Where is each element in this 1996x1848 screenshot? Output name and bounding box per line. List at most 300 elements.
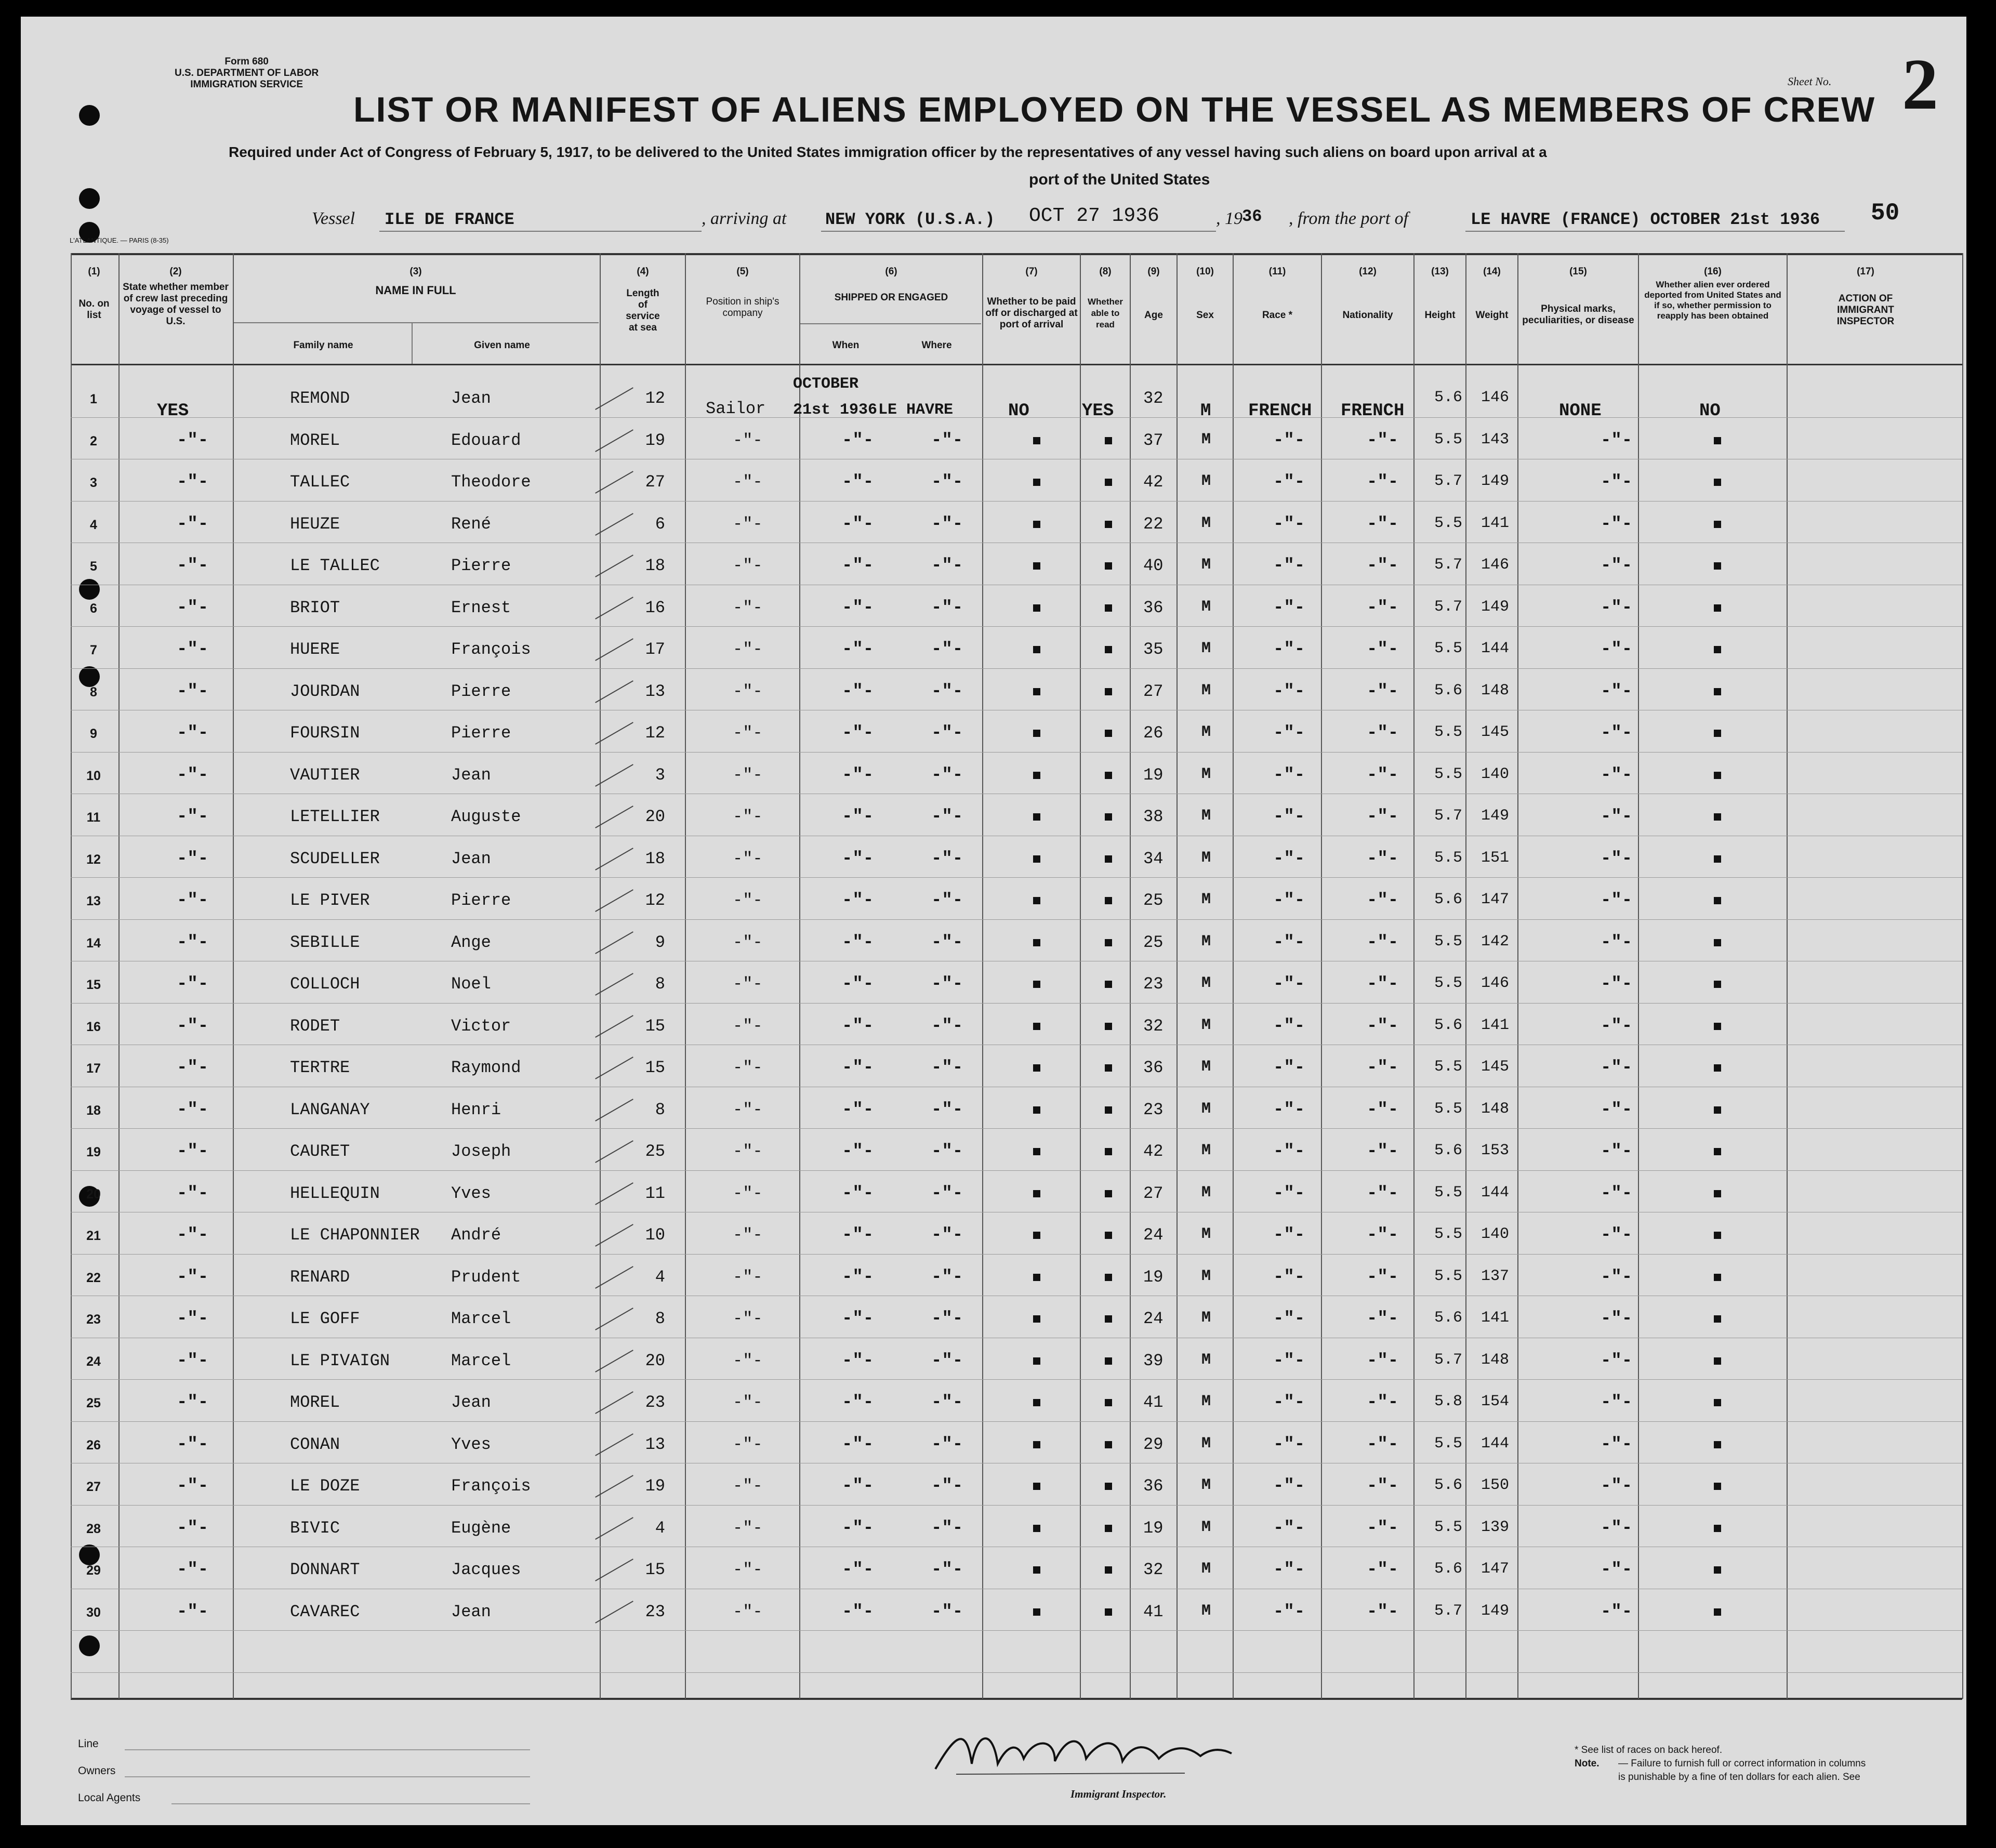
row-divider bbox=[71, 1505, 1962, 1506]
paid-off-ditto-dot bbox=[1033, 772, 1040, 779]
race-ditto: -"- bbox=[1273, 1268, 1305, 1287]
when-ditto: -"- bbox=[842, 1184, 874, 1204]
marks-ditto: -"- bbox=[1601, 598, 1633, 618]
service-years: 25 bbox=[645, 1142, 665, 1161]
row-divider bbox=[71, 752, 1962, 753]
service-name: IMMIGRATION SERVICE bbox=[190, 79, 303, 90]
member-ditto: -"- bbox=[177, 431, 209, 451]
when-ditto: -"- bbox=[842, 1017, 874, 1036]
deported-ditto-dot bbox=[1714, 1566, 1721, 1574]
sex-ditto: M bbox=[1201, 682, 1211, 699]
family-name: BIVIC bbox=[290, 1519, 340, 1538]
given-name: Yves bbox=[451, 1435, 491, 1454]
member-ditto: -"- bbox=[177, 1017, 209, 1036]
given-name-header: Given name bbox=[474, 340, 530, 351]
nationality-ditto: -"- bbox=[1367, 1268, 1399, 1287]
family-name: SEBILLE bbox=[290, 933, 360, 952]
member-ditto: -"- bbox=[177, 765, 209, 785]
page-title: LIST OR MANIFEST OF ALIENS EMPLOYED ON THE VESSEL AS MEMBERS OF CREW bbox=[353, 90, 1876, 129]
paid-off-ditto-dot bbox=[1033, 437, 1040, 444]
sex-ditto: M bbox=[1201, 933, 1211, 951]
nationality-ditto: -"- bbox=[1367, 1017, 1399, 1036]
member-ditto: -"- bbox=[177, 1560, 209, 1580]
given-name: Pierre bbox=[451, 682, 511, 701]
given-name: Auguste bbox=[451, 807, 521, 826]
given-name: Henri bbox=[451, 1100, 501, 1119]
paid-off-ditto-dot bbox=[1033, 855, 1040, 863]
deported-ditto-dot bbox=[1714, 1608, 1721, 1616]
sex-ditto: M bbox=[1201, 1142, 1211, 1159]
sex-ditto: M bbox=[1201, 1058, 1211, 1076]
service-years: 13 bbox=[645, 1435, 665, 1454]
column-divider bbox=[1517, 253, 1518, 1699]
race-ditto: -"- bbox=[1273, 1351, 1305, 1371]
weight-value: 149 bbox=[1481, 598, 1510, 616]
when-ditto: -"- bbox=[842, 1476, 874, 1496]
col3-header: (3) NAME IN FULL bbox=[375, 266, 456, 297]
age-value: 23 bbox=[1143, 974, 1164, 994]
position-ditto: -"- bbox=[733, 1017, 763, 1036]
position-ditto: -"- bbox=[733, 1393, 763, 1412]
paid-off-ditto-dot bbox=[1033, 1608, 1040, 1616]
member-ditto: -"- bbox=[177, 640, 209, 659]
punch-hole bbox=[79, 1635, 100, 1656]
marks-ditto: -"- bbox=[1601, 472, 1633, 492]
marks-ditto: -"- bbox=[1601, 682, 1633, 702]
row-divider bbox=[71, 1421, 1962, 1422]
weight-value: 140 bbox=[1481, 765, 1510, 783]
marks-ditto: -"- bbox=[1601, 1268, 1633, 1287]
where-ditto: -"- bbox=[931, 1476, 963, 1496]
age-value: 22 bbox=[1143, 514, 1164, 534]
marks-ditto: -"- bbox=[1601, 1058, 1633, 1078]
subtitle-line-2: port of the United States bbox=[1029, 171, 1210, 188]
family-name: LANGANAY bbox=[290, 1100, 370, 1119]
nationality-ditto: -"- bbox=[1367, 1602, 1399, 1622]
nationality-ditto: -"- bbox=[1367, 723, 1399, 743]
where-ditto: -"- bbox=[931, 765, 963, 785]
deported-ditto-dot bbox=[1714, 1357, 1721, 1365]
marks-ditto: -"- bbox=[1601, 1017, 1633, 1036]
manifest-sheet bbox=[21, 17, 1966, 1825]
header-divider bbox=[412, 322, 413, 364]
note-label: Note. bbox=[1575, 1758, 1600, 1769]
sex-ditto: M bbox=[1201, 1309, 1211, 1327]
family-name: LE TALLEC bbox=[290, 556, 380, 575]
sex-ditto: M bbox=[1201, 598, 1211, 616]
sex-ditto: M bbox=[1201, 1560, 1211, 1578]
where-ditto: -"- bbox=[931, 891, 963, 910]
position-ditto: -"- bbox=[733, 1225, 763, 1245]
col16-header: (16) Whether alien ever ordered deported from United States and if so, whether permission to reapply has been obtained bbox=[1644, 266, 1781, 321]
row-number: 3 bbox=[90, 476, 97, 490]
column-divider bbox=[118, 253, 120, 1699]
race-ditto: -"- bbox=[1273, 1142, 1305, 1161]
service-years: 3 bbox=[655, 765, 665, 785]
height-value: 5.7 bbox=[1434, 1351, 1463, 1369]
sex-ditto: M bbox=[1201, 1393, 1211, 1410]
deported-ditto-dot bbox=[1714, 1064, 1721, 1072]
paid-off-ditto-dot bbox=[1033, 521, 1040, 528]
given-name: Jacques bbox=[451, 1560, 521, 1579]
paid-off-ditto-dot bbox=[1033, 604, 1040, 612]
marks-ditto: -"- bbox=[1601, 1602, 1633, 1622]
form-info bbox=[175, 56, 319, 90]
form-number: Form 680 bbox=[224, 56, 269, 67]
marks-ditto: -"- bbox=[1601, 1184, 1633, 1204]
where-ditto: -"- bbox=[931, 933, 963, 953]
family-name: MOREL bbox=[290, 431, 340, 450]
weight-value: 141 bbox=[1481, 514, 1510, 532]
when-ditto: -"- bbox=[842, 1100, 874, 1120]
weight-value: 141 bbox=[1481, 1017, 1510, 1034]
member-ditto: -"- bbox=[177, 1225, 209, 1245]
column-divider bbox=[799, 253, 800, 1699]
age-value: 40 bbox=[1143, 556, 1164, 575]
row-number: 12 bbox=[86, 852, 101, 867]
given-name: Raymond bbox=[451, 1058, 521, 1077]
family-name: SCUDELLER bbox=[290, 849, 380, 868]
race-ditto: -"- bbox=[1273, 974, 1305, 994]
marks-ditto: -"- bbox=[1601, 1309, 1633, 1329]
race-ditto: -"- bbox=[1273, 723, 1305, 743]
height-value: 5.7 bbox=[1434, 807, 1463, 825]
age-value: 19 bbox=[1143, 1519, 1164, 1538]
column-divider bbox=[600, 253, 601, 1699]
row-number: 7 bbox=[90, 643, 97, 657]
able-read-ditto-dot bbox=[1105, 1274, 1112, 1281]
marks-ditto: -"- bbox=[1601, 1142, 1633, 1161]
nationality-ditto: -"- bbox=[1367, 1560, 1399, 1580]
inspector-label: Immigrant Inspector. bbox=[1070, 1788, 1167, 1800]
service-years: 23 bbox=[645, 1602, 665, 1621]
age-value: 36 bbox=[1143, 598, 1164, 617]
position-ditto: -"- bbox=[733, 807, 763, 826]
row-divider bbox=[71, 1128, 1962, 1129]
age-value: 25 bbox=[1143, 933, 1164, 952]
paid-off-ditto-dot bbox=[1033, 981, 1040, 988]
nationality-ditto: -"- bbox=[1367, 514, 1399, 534]
given-name: Ernest bbox=[451, 598, 511, 617]
when-ditto: -"- bbox=[842, 431, 874, 451]
engaged-where: LE HAVRE bbox=[878, 401, 954, 419]
marks-ditto: -"- bbox=[1601, 891, 1633, 910]
able-read-ditto-dot bbox=[1105, 479, 1112, 486]
when-ditto: -"- bbox=[842, 807, 874, 827]
where-ditto: -"- bbox=[931, 1393, 963, 1413]
height-value: 5.6 bbox=[1434, 682, 1463, 699]
deported-ditto-dot bbox=[1714, 1023, 1721, 1030]
marks-ditto: -"- bbox=[1601, 556, 1633, 576]
row-number: 16 bbox=[86, 1020, 101, 1034]
member-ditto: -"- bbox=[177, 891, 209, 910]
race-ditto: -"- bbox=[1273, 1184, 1305, 1204]
row-divider bbox=[71, 1379, 1962, 1380]
age-value: 32 bbox=[1143, 1560, 1164, 1579]
nationality-ditto: -"- bbox=[1367, 1100, 1399, 1120]
punch-hole bbox=[79, 666, 100, 687]
column-divider bbox=[1130, 253, 1131, 1699]
row-number: 19 bbox=[86, 1145, 101, 1159]
able-read-ditto-dot bbox=[1105, 855, 1112, 863]
paid-off-ditto-dot bbox=[1033, 1064, 1040, 1072]
race-ditto: -"- bbox=[1273, 1560, 1305, 1580]
weight-value: 140 bbox=[1481, 1225, 1510, 1243]
sex-ditto: M bbox=[1201, 1268, 1211, 1285]
height-value: 5.7 bbox=[1434, 598, 1463, 616]
age-value: 27 bbox=[1143, 682, 1164, 701]
given-name: Jean bbox=[451, 1393, 491, 1412]
age-value: 42 bbox=[1143, 1142, 1164, 1161]
height-value: 5.5 bbox=[1434, 514, 1463, 532]
row-divider bbox=[71, 1170, 1962, 1171]
height-value: 5.5 bbox=[1434, 974, 1463, 992]
service-years: 19 bbox=[645, 1476, 665, 1496]
weight-value: 146 bbox=[1481, 556, 1510, 574]
where-header: Where bbox=[921, 340, 952, 351]
age-value: 24 bbox=[1143, 1225, 1164, 1245]
position-ditto: -"- bbox=[733, 1519, 763, 1538]
given-name: Eugène bbox=[451, 1519, 511, 1538]
col15-header: (15) Physical marks, peculiarities, or disease bbox=[1522, 266, 1634, 326]
sex-ditto: M bbox=[1201, 974, 1211, 992]
service-years: 6 bbox=[655, 514, 665, 534]
paid-off-ditto-dot bbox=[1033, 897, 1040, 904]
height-value: 5.8 bbox=[1434, 1393, 1463, 1410]
marks-none: NONE bbox=[1559, 401, 1602, 421]
position-ditto: -"- bbox=[733, 556, 763, 575]
age-value: 23 bbox=[1143, 1100, 1164, 1119]
deported-ditto-dot bbox=[1714, 1190, 1721, 1197]
member-ditto: -"- bbox=[177, 974, 209, 994]
when-ditto: -"- bbox=[842, 472, 874, 492]
position-ditto: -"- bbox=[733, 765, 763, 785]
where-ditto: -"- bbox=[931, 1351, 963, 1371]
when-ditto: -"- bbox=[842, 974, 874, 994]
position-ditto: -"- bbox=[733, 682, 763, 701]
position-ditto: -"- bbox=[733, 723, 763, 743]
sex-ditto: M bbox=[1201, 472, 1211, 490]
weight-value: 147 bbox=[1481, 891, 1510, 908]
row-divider bbox=[71, 1672, 1962, 1673]
row-number: 18 bbox=[86, 1103, 101, 1118]
deported-ditto-dot bbox=[1714, 897, 1721, 904]
printer-mark: L'ATLANTIQUE. — PARIS (8-35) bbox=[70, 236, 169, 244]
header-divider bbox=[800, 323, 981, 324]
column-divider bbox=[233, 253, 234, 1699]
family-name: HUERE bbox=[290, 640, 340, 659]
where-ditto: -"- bbox=[931, 1184, 963, 1204]
able-read-ditto-dot bbox=[1105, 897, 1112, 904]
weight-value: 137 bbox=[1481, 1268, 1510, 1285]
engaged-when-month: OCTOBER bbox=[793, 375, 859, 393]
race-ditto: -"- bbox=[1273, 640, 1305, 659]
weight-value: 154 bbox=[1481, 1393, 1510, 1410]
column-divider bbox=[685, 253, 686, 1699]
marks-ditto: -"- bbox=[1601, 514, 1633, 534]
deported-ditto-dot bbox=[1714, 1148, 1721, 1155]
paid-off-ditto-dot bbox=[1033, 730, 1040, 737]
service-years: 12 bbox=[645, 891, 665, 910]
weight-value: 149 bbox=[1481, 807, 1510, 825]
column-divider bbox=[1177, 253, 1178, 1699]
punch-hole bbox=[79, 188, 100, 209]
when-ditto: -"- bbox=[842, 1560, 874, 1580]
deported-ditto-dot bbox=[1714, 772, 1721, 779]
family-name: LE PIVER bbox=[290, 891, 370, 910]
column-divider bbox=[1962, 253, 1963, 1699]
paid-off-ditto-dot bbox=[1033, 562, 1040, 570]
marks-ditto: -"- bbox=[1601, 1100, 1633, 1120]
where-ditto: -"- bbox=[931, 1560, 963, 1580]
marks-ditto: -"- bbox=[1601, 765, 1633, 785]
family-name: LE GOFF bbox=[290, 1309, 360, 1328]
service-years: 19 bbox=[645, 431, 665, 450]
member-ditto: -"- bbox=[177, 723, 209, 743]
when-ditto: -"- bbox=[842, 1602, 874, 1622]
weight-value: 149 bbox=[1481, 472, 1510, 490]
row-divider bbox=[71, 1003, 1962, 1004]
weight-value: 144 bbox=[1481, 640, 1510, 657]
position-ditto: -"- bbox=[733, 1058, 763, 1077]
deported-no: NO bbox=[1699, 401, 1721, 421]
row-number: 6 bbox=[90, 601, 97, 616]
given-name: Marcel bbox=[451, 1351, 511, 1370]
position-ditto: -"- bbox=[733, 1268, 763, 1287]
when-ditto: -"- bbox=[842, 1142, 874, 1161]
nationality-ditto: -"- bbox=[1367, 1184, 1399, 1204]
member-ditto: -"- bbox=[177, 1602, 209, 1622]
age-value: 36 bbox=[1143, 1058, 1164, 1077]
race-ditto: -"- bbox=[1273, 1309, 1305, 1329]
age-value: 27 bbox=[1143, 1184, 1164, 1203]
family-name: DONNART bbox=[290, 1560, 360, 1579]
age-value: 32 bbox=[1143, 389, 1164, 408]
nationality-ditto: -"- bbox=[1367, 807, 1399, 827]
weight-value: 150 bbox=[1481, 1476, 1510, 1494]
member-ditto: -"- bbox=[177, 933, 209, 953]
age-value: 41 bbox=[1143, 1602, 1164, 1621]
row-number: 9 bbox=[90, 727, 97, 741]
paid-off-ditto-dot bbox=[1033, 1232, 1040, 1239]
able-read-ditto-dot bbox=[1105, 1232, 1112, 1239]
member-ditto: -"- bbox=[177, 1100, 209, 1120]
marks-ditto: -"- bbox=[1601, 1519, 1633, 1538]
weight-value: 146 bbox=[1481, 974, 1510, 992]
race-ditto: -"- bbox=[1273, 1602, 1305, 1622]
weight-value: 148 bbox=[1481, 1100, 1510, 1118]
race-ditto: -"- bbox=[1273, 514, 1305, 534]
sex-ditto: M bbox=[1201, 1435, 1211, 1453]
position-sailor: Sailor bbox=[706, 399, 766, 418]
sex-ditto: M bbox=[1201, 556, 1211, 574]
punch-hole bbox=[79, 105, 100, 126]
nationality-ditto: -"- bbox=[1367, 1058, 1399, 1078]
sex-ditto: M bbox=[1201, 807, 1211, 825]
given-name: René bbox=[451, 514, 491, 534]
agents-label: Local Agents bbox=[78, 1792, 141, 1804]
row-number: 27 bbox=[86, 1480, 101, 1494]
from-port: LE HAVRE (FRANCE) OCTOBER 21st 1936 bbox=[1471, 210, 1820, 229]
member-ditto: -"- bbox=[177, 514, 209, 534]
col13-header: (13) Height bbox=[1424, 266, 1456, 321]
height-value: 5.5 bbox=[1434, 1225, 1463, 1243]
nationality-value: FRENCH bbox=[1341, 401, 1405, 421]
deported-ditto-dot bbox=[1714, 1525, 1721, 1532]
race-value: FRENCH bbox=[1248, 401, 1312, 421]
when-ditto: -"- bbox=[842, 640, 874, 659]
height-value: 5.6 bbox=[1434, 1142, 1463, 1159]
race-ditto: -"- bbox=[1273, 891, 1305, 910]
engaged-when-date: 21st 1936 bbox=[793, 401, 878, 419]
nationality-ditto: -"- bbox=[1367, 849, 1399, 869]
header-divider bbox=[234, 322, 599, 323]
given-name: Marcel bbox=[451, 1309, 511, 1328]
row-number: 22 bbox=[86, 1271, 101, 1285]
position-ditto: -"- bbox=[733, 1476, 763, 1496]
marks-ditto: -"- bbox=[1601, 723, 1633, 743]
column-divider bbox=[1787, 253, 1788, 1699]
able-read-ditto-dot bbox=[1105, 1106, 1112, 1114]
sex-ditto: M bbox=[1201, 640, 1211, 657]
row-divider bbox=[71, 1630, 1962, 1631]
able-read-ditto-dot bbox=[1105, 981, 1112, 988]
height-value: 5.7 bbox=[1434, 1602, 1463, 1620]
weight-value: 147 bbox=[1481, 1560, 1510, 1578]
able-read-ditto-dot bbox=[1105, 939, 1112, 946]
row-number: 17 bbox=[86, 1061, 101, 1076]
age-value: 39 bbox=[1143, 1351, 1164, 1370]
deported-ditto-dot bbox=[1714, 1106, 1721, 1114]
row-divider bbox=[71, 668, 1962, 669]
member-ditto: -"- bbox=[177, 1351, 209, 1371]
family-name: HEUZE bbox=[290, 514, 340, 534]
when-ditto: -"- bbox=[842, 723, 874, 743]
where-ditto: -"- bbox=[931, 556, 963, 576]
given-name: Jean bbox=[451, 765, 491, 785]
age-value: 19 bbox=[1143, 765, 1164, 785]
family-name: CAURET bbox=[290, 1142, 350, 1161]
punch-hole bbox=[79, 579, 100, 600]
able-read-ditto-dot bbox=[1105, 604, 1112, 612]
family-name: HELLEQUIN bbox=[290, 1184, 380, 1203]
when-header: When bbox=[832, 340, 860, 351]
able-read-ditto-dot bbox=[1105, 521, 1112, 528]
deported-ditto-dot bbox=[1714, 730, 1721, 737]
when-ditto: -"- bbox=[842, 1393, 874, 1413]
service-years: 4 bbox=[655, 1268, 665, 1287]
when-ditto: -"- bbox=[842, 849, 874, 869]
given-name: Theodore bbox=[451, 472, 531, 492]
family-name: FOURSIN bbox=[290, 723, 360, 743]
position-ditto: -"- bbox=[733, 514, 763, 534]
marks-ditto: -"- bbox=[1601, 640, 1633, 659]
when-ditto: -"- bbox=[842, 1435, 874, 1455]
member-ditto: -"- bbox=[177, 1184, 209, 1204]
when-ditto: -"- bbox=[842, 682, 874, 702]
paid-off-ditto-dot bbox=[1033, 1315, 1040, 1323]
row-number: 14 bbox=[86, 936, 101, 951]
able-read-ditto-dot bbox=[1105, 646, 1112, 653]
marks-ditto: -"- bbox=[1601, 1225, 1633, 1245]
member-ditto: -"- bbox=[177, 598, 209, 618]
member-ditto: -"- bbox=[177, 1519, 209, 1538]
service-years: 16 bbox=[645, 598, 665, 617]
marks-ditto: -"- bbox=[1601, 431, 1633, 451]
col5-header: (5) Position in ship's company bbox=[706, 266, 779, 319]
able-read-ditto-dot bbox=[1105, 1441, 1112, 1448]
able-read-ditto-dot bbox=[1105, 1190, 1112, 1197]
